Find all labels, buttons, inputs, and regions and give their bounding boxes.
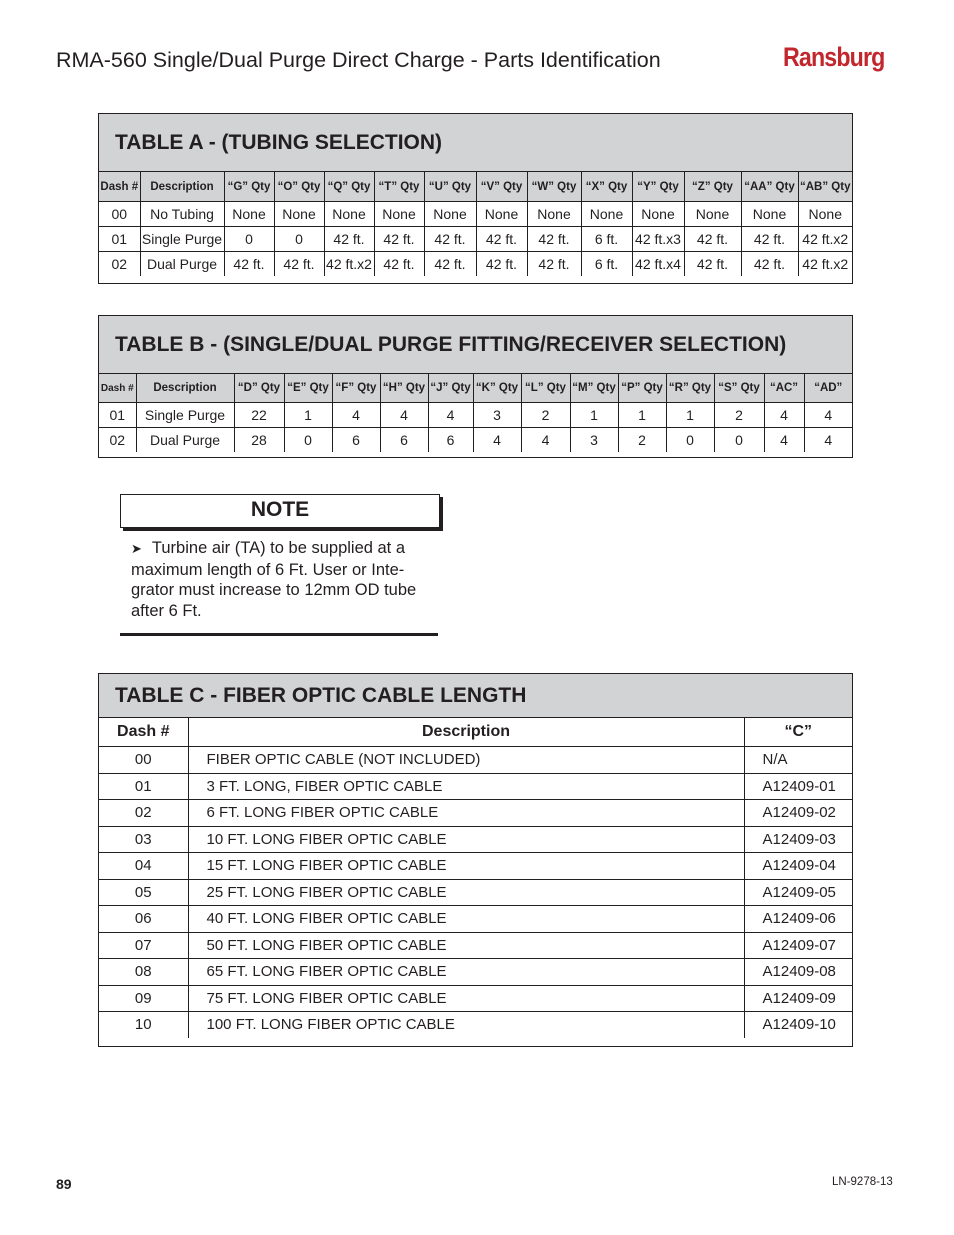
- table-b-title: TABLE B - (SINGLE/DUAL PURGE FITTING/RECEIVER SELECTION): [99, 316, 852, 374]
- table-row: [99, 985, 852, 1012]
- column-header: “H” Qty: [380, 374, 428, 403]
- column-header: “M” Qty: [570, 374, 618, 403]
- table-cell: 28: [234, 428, 284, 453]
- table-a-title: TABLE A - (TUBING SELECTION): [99, 114, 852, 172]
- table-row: [99, 227, 852, 252]
- table-cell: 42 ft.: [741, 227, 798, 252]
- table-cell: 42 ft.x4: [632, 252, 684, 277]
- table-cell: 42 ft.: [684, 252, 741, 277]
- table-cell: 10: [99, 1012, 188, 1038]
- column-header: Description: [136, 374, 234, 403]
- column-header: “E” Qty: [284, 374, 332, 403]
- table-c-grid: [99, 718, 852, 1038]
- column-header: “X” Qty: [581, 172, 632, 202]
- column-header: “V” Qty: [476, 172, 527, 202]
- column-header: “G” Qty: [224, 172, 274, 202]
- table-row: [99, 879, 852, 906]
- table-cell: 42 ft.x2: [798, 252, 852, 277]
- table-cell: 08: [99, 959, 188, 986]
- table-cell: A12409-09: [744, 985, 852, 1012]
- document-id: LN-9278-13: [832, 1176, 893, 1188]
- table-cell: Dual Purge: [136, 428, 234, 453]
- column-header: “W” Qty: [527, 172, 581, 202]
- table-cell: 42 ft.: [374, 252, 424, 277]
- table-cell: 1: [618, 403, 666, 428]
- column-header: Description: [188, 718, 744, 747]
- bullet-arrow-icon: ➤: [131, 541, 142, 556]
- table-cell: A12409-06: [744, 906, 852, 933]
- table-cell: 42 ft.: [274, 252, 324, 277]
- table-cell: 42 ft.: [424, 227, 476, 252]
- table-cell: 100 FT. LONG FIBER OPTIC CABLE: [188, 1012, 744, 1038]
- table-cell: None: [324, 202, 374, 227]
- note-heading: NOTE: [120, 494, 440, 528]
- table-cell: None: [476, 202, 527, 227]
- table-cell: 02: [99, 428, 136, 453]
- table-cell: A12409-05: [744, 879, 852, 906]
- table-row: [99, 800, 852, 827]
- table-cell: 03: [99, 826, 188, 853]
- table-cell: Single Purge: [140, 227, 224, 252]
- column-header: Dash #: [99, 374, 136, 403]
- page-title: RMA-560 Single/Dual Purge Direct Charge - Parts Identification: [56, 48, 661, 72]
- column-header: “AA” Qty: [741, 172, 798, 202]
- table-cell: None: [684, 202, 741, 227]
- table-c: [98, 673, 853, 1047]
- column-header: “AD”: [804, 374, 852, 403]
- table-cell: None: [798, 202, 852, 227]
- table-cell: 42 ft.: [476, 227, 527, 252]
- table-cell: 4: [804, 428, 852, 453]
- table-a: [98, 113, 853, 284]
- note-body: [131, 538, 431, 621]
- table-cell: 22: [234, 403, 284, 428]
- table-b-header-row: [99, 374, 852, 403]
- table-row: [99, 826, 852, 853]
- column-header: “AC”: [764, 374, 804, 403]
- table-cell: A12409-07: [744, 932, 852, 959]
- table-cell: 42 ft.x2: [324, 252, 374, 277]
- brand-logo: Ransburg: [783, 42, 885, 72]
- table-cell: 0: [274, 227, 324, 252]
- table-cell: 2: [714, 403, 764, 428]
- table-cell: None: [527, 202, 581, 227]
- table-cell: 42 ft.x3: [632, 227, 684, 252]
- table-row: [99, 773, 852, 800]
- table-cell: 2: [618, 428, 666, 453]
- table-cell: A12409-08: [744, 959, 852, 986]
- table-cell: 15 FT. LONG FIBER OPTIC CABLE: [188, 853, 744, 880]
- table-cell: 42 ft.: [374, 227, 424, 252]
- table-cell: 42 ft.: [684, 227, 741, 252]
- note-divider: [120, 633, 438, 636]
- table-cell: 1: [570, 403, 618, 428]
- table-cell: 42 ft.: [424, 252, 476, 277]
- table-cell: None: [224, 202, 274, 227]
- table-row: [99, 747, 852, 774]
- table-cell: None: [424, 202, 476, 227]
- table-cell: 42 ft.: [527, 227, 581, 252]
- table-row: [99, 1012, 852, 1038]
- column-header: “P” Qty: [618, 374, 666, 403]
- table-cell: 06: [99, 906, 188, 933]
- column-header: “D” Qty: [234, 374, 284, 403]
- column-header: “O” Qty: [274, 172, 324, 202]
- table-c-title: TABLE C - FIBER OPTIC CABLE LENGTH: [99, 674, 852, 718]
- table-row: [99, 906, 852, 933]
- table-cell: 0: [284, 428, 332, 453]
- table-cell: 1: [284, 403, 332, 428]
- column-header: “Q” Qty: [324, 172, 374, 202]
- table-cell: 42 ft.: [527, 252, 581, 277]
- column-header: “F” Qty: [332, 374, 380, 403]
- table-cell: 3 FT. LONG, FIBER OPTIC CABLE: [188, 773, 744, 800]
- table-cell: 6 ft.: [581, 252, 632, 277]
- column-header: “S” Qty: [714, 374, 764, 403]
- column-header: “AB” Qty: [798, 172, 852, 202]
- table-cell: 4: [764, 428, 804, 453]
- table-cell: 4: [380, 403, 428, 428]
- table-cell: 10 FT. LONG FIBER OPTIC CABLE: [188, 826, 744, 853]
- table-row: [99, 853, 852, 880]
- table-cell: 6 FT. LONG FIBER OPTIC CABLE: [188, 800, 744, 827]
- table-cell: 07: [99, 932, 188, 959]
- table-cell: 42 ft.: [224, 252, 274, 277]
- table-cell: 0: [224, 227, 274, 252]
- column-header: “R” Qty: [666, 374, 714, 403]
- column-header: “U” Qty: [424, 172, 476, 202]
- table-cell: None: [374, 202, 424, 227]
- table-cell: 0: [714, 428, 764, 453]
- table-cell: 42 ft.: [476, 252, 527, 277]
- table-cell: A12409-03: [744, 826, 852, 853]
- table-cell: 50 FT. LONG FIBER OPTIC CABLE: [188, 932, 744, 959]
- table-cell: 6 ft.: [581, 227, 632, 252]
- table-row: [99, 932, 852, 959]
- note-text: Turbine air (TA) to be supplied at a maximum length of 6 Ft. User or Inte-grator must increase to 12mm OD tube after 6 Ft.: [131, 539, 417, 620]
- table-cell: None: [581, 202, 632, 227]
- table-c-header-row: [99, 718, 852, 747]
- table-cell: 05: [99, 879, 188, 906]
- column-header: “C”: [744, 718, 852, 747]
- table-cell: 65 FT. LONG FIBER OPTIC CABLE: [188, 959, 744, 986]
- table-cell: 4: [473, 428, 521, 453]
- table-cell: 75 FT. LONG FIBER OPTIC CABLE: [188, 985, 744, 1012]
- column-header: “J” Qty: [428, 374, 473, 403]
- table-cell: 01: [99, 227, 140, 252]
- table-cell: 4: [764, 403, 804, 428]
- table-a-header-row: [99, 172, 852, 202]
- table-cell: Single Purge: [136, 403, 234, 428]
- column-header: “L” Qty: [521, 374, 570, 403]
- table-a-grid: [99, 172, 852, 276]
- table-cell: FIBER OPTIC CABLE (NOT INCLUDED): [188, 747, 744, 774]
- table-cell: A12409-04: [744, 853, 852, 880]
- table-cell: 2: [521, 403, 570, 428]
- table-cell: 6: [380, 428, 428, 453]
- table-cell: 42 ft.: [324, 227, 374, 252]
- table-cell: 0: [666, 428, 714, 453]
- column-header: Dash #: [99, 172, 140, 202]
- table-cell: 02: [99, 800, 188, 827]
- table-cell: 04: [99, 853, 188, 880]
- table-cell: 40 FT. LONG FIBER OPTIC CABLE: [188, 906, 744, 933]
- table-cell: 00: [99, 747, 188, 774]
- table-b-grid: [99, 374, 852, 452]
- table-cell: 4: [332, 403, 380, 428]
- table-cell: A12409-02: [744, 800, 852, 827]
- table-cell: 02: [99, 252, 140, 277]
- table-cell: 4: [804, 403, 852, 428]
- column-header: “Z” Qty: [684, 172, 741, 202]
- table-row: [99, 252, 852, 277]
- table-cell: 6: [332, 428, 380, 453]
- table-cell: 01: [99, 403, 136, 428]
- table-cell: 1: [666, 403, 714, 428]
- column-header: “T” Qty: [374, 172, 424, 202]
- table-cell: 42 ft.: [741, 252, 798, 277]
- table-cell: A12409-10: [744, 1012, 852, 1038]
- table-cell: 01: [99, 773, 188, 800]
- table-cell: 3: [570, 428, 618, 453]
- table-cell: 09: [99, 985, 188, 1012]
- page-number: 89: [56, 1176, 72, 1192]
- column-header: “Y” Qty: [632, 172, 684, 202]
- table-cell: N/A: [744, 747, 852, 774]
- table-row: [99, 428, 852, 453]
- table-cell: No Tubing: [140, 202, 224, 227]
- table-cell: 25 FT. LONG FIBER OPTIC CABLE: [188, 879, 744, 906]
- table-cell: 3: [473, 403, 521, 428]
- column-header: Dash #: [99, 718, 188, 747]
- column-header: Description: [140, 172, 224, 202]
- table-cell: 4: [521, 428, 570, 453]
- column-header: “K” Qty: [473, 374, 521, 403]
- table-cell: A12409-01: [744, 773, 852, 800]
- table-cell: None: [632, 202, 684, 227]
- table-row: [99, 202, 852, 227]
- table-cell: 42 ft.x2: [798, 227, 852, 252]
- table-cell: None: [274, 202, 324, 227]
- table-b: [98, 315, 853, 458]
- table-cell: 4: [428, 403, 473, 428]
- table-cell: 6: [428, 428, 473, 453]
- table-row: [99, 959, 852, 986]
- table-cell: None: [741, 202, 798, 227]
- table-row: [99, 403, 852, 428]
- table-cell: Dual Purge: [140, 252, 224, 277]
- table-cell: 00: [99, 202, 140, 227]
